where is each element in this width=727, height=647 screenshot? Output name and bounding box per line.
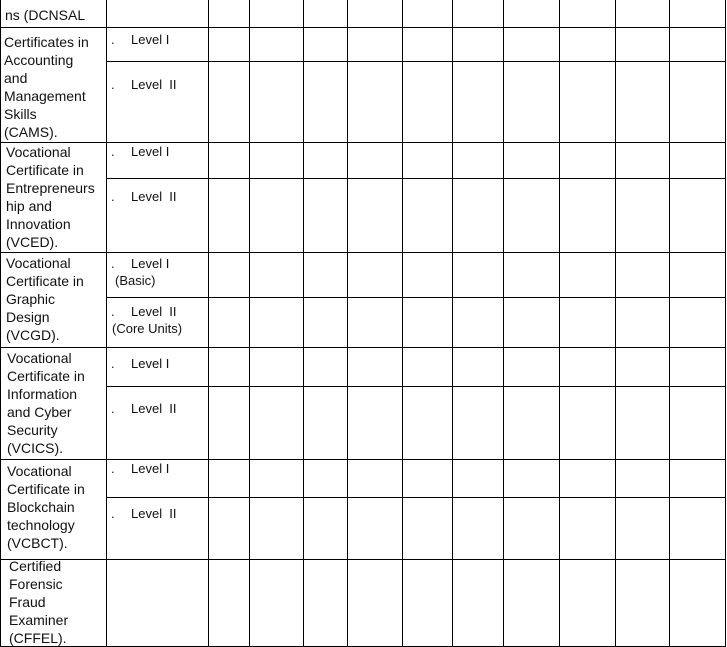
program-name-line: Security xyxy=(7,422,58,438)
level-label: Level I xyxy=(131,144,170,159)
col-border xyxy=(208,0,209,647)
program-name-line: Vocational xyxy=(7,350,72,366)
sub-row-border xyxy=(106,178,726,179)
program-name-line: (VCBCT). xyxy=(7,535,68,551)
level-label: Level I xyxy=(131,32,170,47)
program-name-line: Examiner xyxy=(9,612,69,628)
program-name-line: Accounting xyxy=(4,52,74,68)
sub-row-border xyxy=(106,297,726,298)
level-sub: (Basic) xyxy=(115,273,156,288)
program-name-line: Certificates in xyxy=(4,34,89,50)
col-border xyxy=(303,0,304,647)
program-name-line: Design xyxy=(6,309,50,325)
row-border xyxy=(0,252,726,253)
level-bullet: . xyxy=(111,356,115,371)
level-label: Level II xyxy=(131,189,177,204)
col-border xyxy=(0,0,1,647)
program-name-line: Blockchain xyxy=(7,499,75,515)
row-border xyxy=(0,27,726,28)
level-bullet: . xyxy=(111,461,115,476)
program-name-line: Certificate in xyxy=(6,273,84,289)
sub-row-border xyxy=(106,61,726,62)
program-name-line: Management xyxy=(4,88,86,104)
program-name-line: Innovation xyxy=(6,216,71,232)
program-name-line: Fraud xyxy=(9,594,46,610)
col-border xyxy=(106,0,107,647)
program-name-line: Certificate in xyxy=(7,481,85,497)
level-bullet: . xyxy=(111,256,115,271)
level-sub: (Core Units) xyxy=(112,321,183,336)
level-label: Level II xyxy=(131,401,177,416)
level-bullet: . xyxy=(111,32,115,47)
col-border xyxy=(249,0,250,647)
row-border xyxy=(0,559,726,560)
program-name-line: and Cyber xyxy=(7,404,72,420)
program-name-line: (VCICS). xyxy=(7,440,63,456)
col-border xyxy=(615,0,616,647)
row-border xyxy=(0,347,726,348)
col-border xyxy=(669,0,670,647)
level-bullet: . xyxy=(111,506,115,521)
program-name-line: (VCGD). xyxy=(6,327,60,343)
program-name-line: Certificate in xyxy=(6,162,84,178)
program-name-line: Forensic xyxy=(9,576,63,592)
program-name-line: Certified xyxy=(9,558,62,574)
level-label: Level II xyxy=(131,506,177,521)
sub-row-border xyxy=(106,497,726,498)
program-name-line: and xyxy=(4,70,28,86)
program-name-line: technology xyxy=(7,517,75,533)
program-name-line: Entrepreneurs xyxy=(6,180,95,196)
level-bullet: . xyxy=(111,144,115,159)
level-label: Level I xyxy=(131,461,170,476)
col-border xyxy=(402,0,403,647)
row-border xyxy=(0,142,726,143)
program-name-line: Graphic xyxy=(6,291,56,307)
level-label: Level II xyxy=(131,77,177,92)
col-border xyxy=(347,0,348,647)
col-border xyxy=(452,0,453,647)
col-border xyxy=(559,0,560,647)
program-name-line: Skills xyxy=(4,106,37,122)
col-border xyxy=(503,0,504,647)
level-label: Level I xyxy=(131,356,170,371)
level-bullet: . xyxy=(111,401,115,416)
program-name-line: Information xyxy=(7,386,78,402)
program-name-line: (VCED). xyxy=(6,234,59,250)
program-name-line: Vocational xyxy=(6,144,71,160)
level-bullet: . xyxy=(111,304,115,319)
level-label: Level II xyxy=(131,304,177,319)
level-bullet: . xyxy=(111,189,115,204)
program-name-line: (CAMS). xyxy=(4,124,58,140)
program-name-line: Vocational xyxy=(7,463,72,479)
top-row-fragment: ns (DCNSAL xyxy=(5,7,86,23)
sub-row-border xyxy=(106,386,726,387)
level-label: Level I xyxy=(131,256,170,271)
col-border xyxy=(725,0,726,647)
level-bullet: . xyxy=(111,77,115,92)
program-name-line: hip and xyxy=(6,198,52,214)
row-border xyxy=(0,459,726,460)
program-name-line: Certificate in xyxy=(7,368,85,384)
program-name-line: Vocational xyxy=(6,255,71,271)
program-name-line: (CFFEL). xyxy=(9,630,67,646)
